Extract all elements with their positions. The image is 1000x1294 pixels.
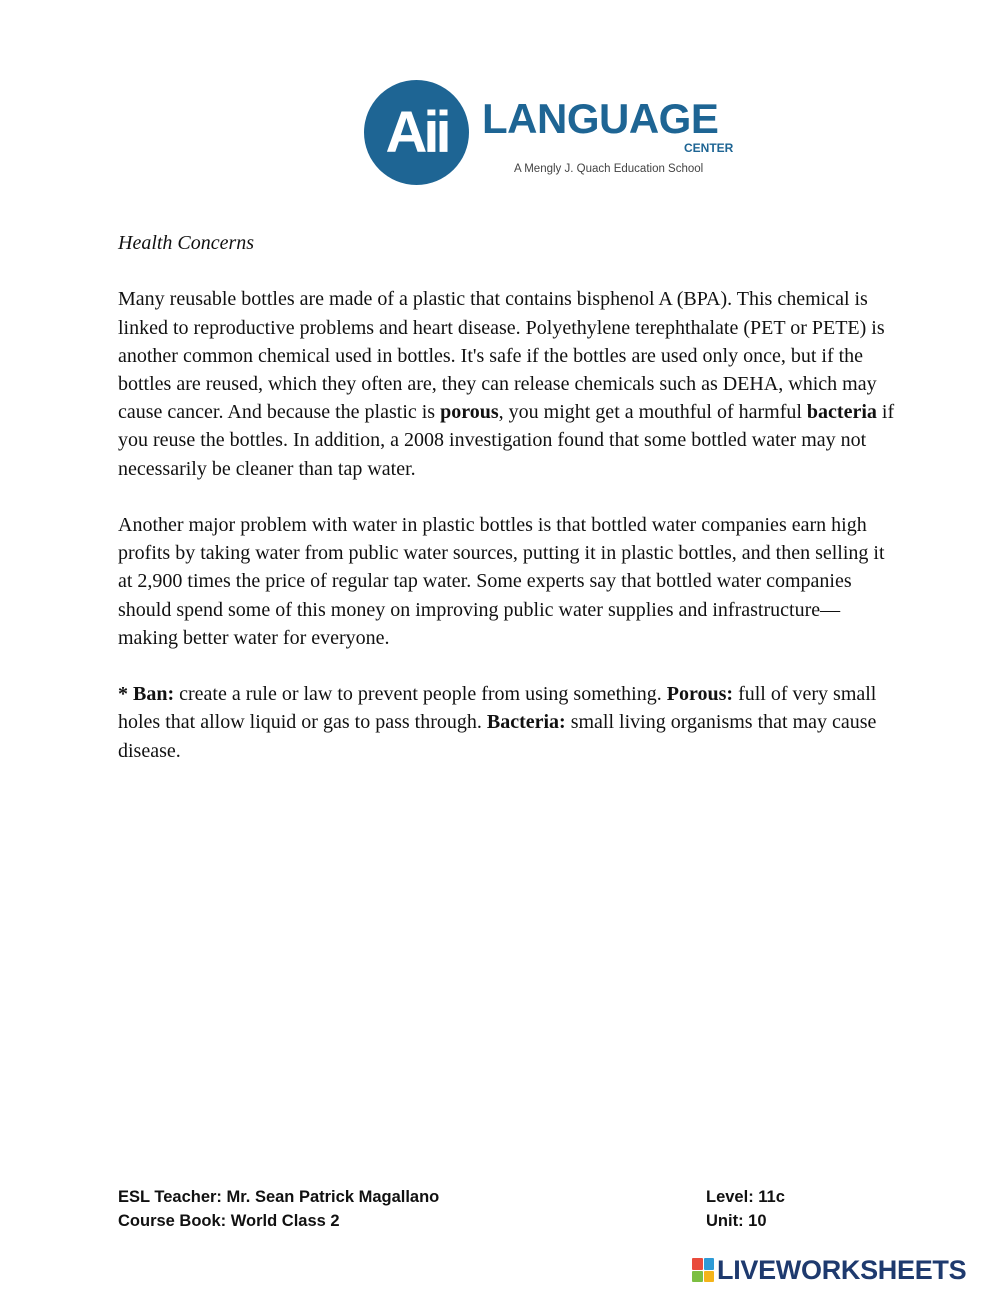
logo-tagline: A Mengly J. Quach Education School [514, 163, 704, 175]
bold-term-bacteria: bacteria [806, 401, 877, 424]
glossary-term-bacteria: Bacteria: [486, 711, 566, 734]
icon-square-1 [692, 1258, 703, 1270]
logo-subtitle: CENTER [684, 141, 734, 155]
liveworksheets-wordmark: LIVEWORKSHEETS [717, 1255, 967, 1285]
bold-term-porous: porous [440, 401, 499, 424]
icon-square-3 [692, 1271, 703, 1283]
glossary [118, 680, 898, 765]
icon-square-4 [704, 1271, 715, 1283]
paragraph-health-concerns [118, 285, 898, 482]
liveworksheets-icon [692, 1258, 714, 1282]
paragraph1-text-a: Many reusable bottles are made of a plastic that contains bisphenol A (BPA). This chemical is linked to reproductive problems and heart disease. Polyethylene terephthalate (PET or PETE) is another common chemical used in bottles. It's safe if the bottles are used only once, but if the bottles are reused, which they often are, they can release chemicals such as DEHA, which may cause cancer. And because the plastic is [118, 288, 885, 424]
glossary-term-porous: Porous: [666, 683, 734, 706]
footer-teacher: ESL Teacher: Mr. Sean Patrick Magallano [118, 1188, 440, 1206]
document-body [118, 229, 898, 793]
glossary-def-porous: full of very small holes that allow liquid or gas to pass through. [118, 683, 877, 734]
glossary-term-ban: * Ban: [118, 683, 175, 706]
paragraph-profits: Another major problem with water in plastic bottles is that bottled water companies earn high profits by taking water from public water sources, putting it in plastic bottles, and then selling it at 2,900 times the price of regular tap water. Some experts say that bottled water companies should spend some of this money on improving public water supplies and infrastructure—making better water for everyone. [118, 514, 885, 649]
liveworksheets-badge[interactable] [692, 1255, 966, 1285]
logo-wordmark: LANGUAGE [482, 95, 719, 142]
logo-mark: Aii [364, 80, 469, 185]
footer-level: Level: 11c [706, 1188, 785, 1206]
footer-unit: Unit: 10 [706, 1211, 767, 1230]
footer-left [118, 1186, 439, 1233]
glossary-def-ban: create a rule or law to prevent people from using something. [174, 683, 667, 706]
paragraph1-text-c: if you reuse the bottles. In addition, a 2008 investigation found that some bottled water may not necessarily be cleaner than tap water. [118, 401, 895, 480]
paragraph1-text-b: , you might get a mouthful of harmful [498, 401, 807, 424]
section-title: Health Concerns [118, 232, 255, 254]
footer-course-book: Course Book: World Class 2 [118, 1211, 340, 1230]
glossary-def-bacteria: small living organisms that may cause disease. [118, 711, 877, 762]
icon-square-2 [704, 1258, 715, 1270]
school-logo [364, 80, 744, 185]
footer-right [706, 1186, 785, 1233]
